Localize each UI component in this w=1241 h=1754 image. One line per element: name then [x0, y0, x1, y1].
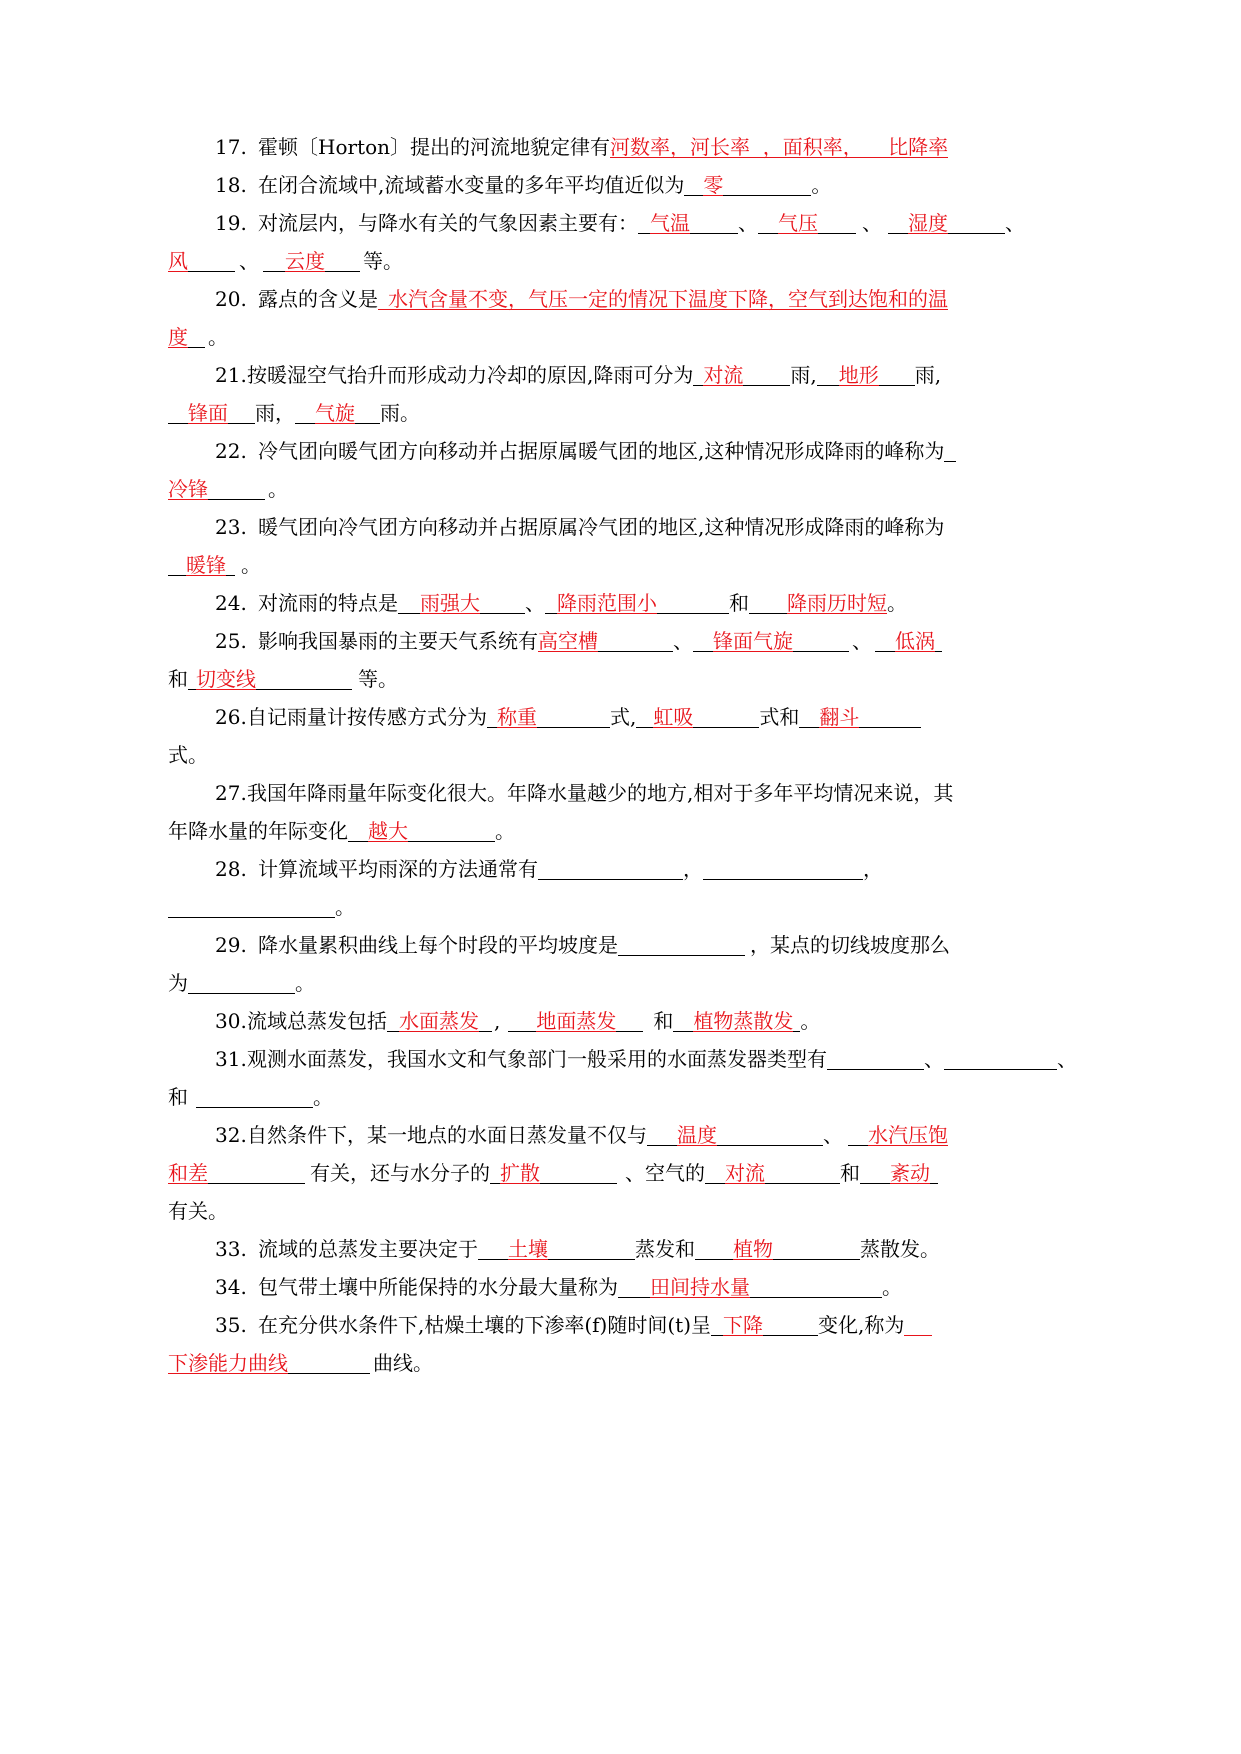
question-text: 、 [1005, 211, 1025, 235]
question-text: 。 [811, 173, 832, 197]
question-number: 29. [215, 933, 247, 957]
question-text: ，某点的切线坡度那么 [750, 933, 950, 957]
answer-text: 下降 [723, 1313, 764, 1337]
question-text: 式和 [759, 705, 800, 729]
question-26 [215, 704, 921, 730]
question-text: 冷气团向暖气团方向移动并占据原属暖气团的地区,这种情况形成降雨的峰称为 [258, 439, 945, 463]
question-text: 和 [653, 1009, 674, 1033]
question-text: 、 [823, 1123, 843, 1147]
answer-blank [168, 1160, 305, 1184]
answer-text: 地形 [838, 363, 879, 387]
question-19-continued [168, 248, 403, 274]
question-text: 有关。 [168, 1199, 228, 1223]
answer-blank [703, 856, 863, 880]
answer-blank [817, 362, 915, 386]
question-30 [215, 1008, 820, 1034]
question-text: 暖气团向冷气团方向移动并占据原属冷气团的地区,这种情况形成降雨的峰称为 [258, 515, 945, 539]
question-text: 等。 [363, 249, 403, 273]
answer-blank [758, 210, 856, 234]
answer-blank [904, 1312, 932, 1336]
answer-text: 雨强大 [420, 591, 480, 615]
question-text: 和 [840, 1161, 860, 1185]
answer-blank [387, 1008, 492, 1032]
question-text: 影响我国暴雨的主要天气系统有 [258, 629, 538, 653]
question-text: 为 [168, 971, 188, 995]
answer-blank [478, 1236, 635, 1260]
answer-blank [693, 362, 790, 386]
question-32 [215, 1122, 948, 1148]
question-text: 自记雨量计按传感方式分为 [247, 705, 487, 729]
question-text: , [494, 1009, 501, 1033]
question-text: 、 [1057, 1047, 1077, 1071]
question-number: 30. [215, 1009, 247, 1033]
question-number: 17. [215, 135, 247, 159]
question-17 [215, 134, 948, 160]
question-text: 计算流域平均雨深的方法通常有 [258, 857, 538, 881]
answer-text: 冷锋 [168, 477, 208, 501]
question-text: 观测水面蒸发，我国水文和气象部门一般采用的水面蒸发器类型有 [247, 1047, 827, 1071]
answer-blank [705, 1160, 840, 1184]
question-text: 。 [268, 477, 288, 501]
question-32-continued [168, 1198, 228, 1224]
question-18 [215, 172, 831, 198]
answer-text: 锋面 [188, 401, 228, 425]
answer-blank [647, 1122, 823, 1146]
answer-blank [875, 628, 942, 652]
question-31-continued [168, 1084, 333, 1110]
question-text: 在充分供水条件下,枯燥土壤的下渗率(f)随时间(t)呈 [258, 1313, 712, 1337]
answer-text: 锋面气旋 [713, 629, 793, 653]
question-number: 35. [215, 1313, 247, 1337]
answer-blank [944, 1046, 1057, 1070]
question-number: 31. [215, 1047, 247, 1071]
answer-blank [168, 324, 205, 348]
question-number: 27. [215, 781, 247, 805]
question-text: 、 [924, 1047, 944, 1071]
answer-blank [295, 400, 380, 424]
answer-text: 虹吸 [653, 705, 694, 729]
question-23 [215, 514, 944, 540]
question-number: 28. [215, 857, 247, 881]
question-number: 34. [215, 1275, 247, 1299]
answer-blank [711, 1312, 818, 1336]
question-19 [215, 210, 1025, 236]
answer-blank [188, 666, 352, 690]
answer-blank [168, 248, 235, 272]
answer-text: 度 [168, 325, 188, 349]
answer-text: 气温 [650, 211, 690, 235]
question-33 [215, 1236, 940, 1262]
question-31 [215, 1046, 1077, 1072]
question-29 [215, 932, 950, 958]
question-22-continued [168, 476, 288, 502]
question-text: 雨, [790, 363, 817, 387]
question-number: 23. [215, 515, 247, 539]
question-text: 和 [729, 591, 749, 615]
answer-text: 湿度 [908, 211, 948, 235]
question-text: 在闭合流域中,流域蓄水变量的多年平均值近似为 [258, 173, 685, 197]
answer-text: 水汽压饱 [868, 1123, 948, 1147]
answer-blank [618, 932, 745, 956]
answer-blank [490, 1160, 617, 1184]
question-text: 。 [882, 1275, 902, 1299]
answer-text: 水汽含量不变，气压一定的情况下温度下降，空气到达饱和的温 [378, 286, 948, 310]
question-text: 雨， [255, 401, 295, 425]
answer-text: 翻斗 [819, 705, 860, 729]
question-text: 和 [168, 667, 188, 691]
question-27 [215, 780, 953, 806]
answer-blank [888, 210, 1005, 234]
question-text: 年降水量的年际变化 [168, 819, 348, 843]
answer-blank [348, 818, 495, 842]
answer-text: 降雨历时短 [787, 591, 887, 615]
question-text: 。 [313, 1085, 333, 1109]
question-number: 19. [215, 211, 247, 235]
question-text: 对流雨的特点是 [258, 591, 398, 615]
answer-blank [618, 1274, 882, 1298]
question-32-continued [168, 1160, 938, 1186]
question-25-continued [168, 666, 398, 692]
question-text: 。 [241, 553, 261, 577]
answer-blank [695, 1236, 860, 1260]
answer-blank [693, 628, 849, 652]
question-27-continued [168, 818, 515, 844]
answer-text: 称重 [497, 705, 537, 729]
answer-blank [188, 970, 295, 994]
answer-blank [545, 590, 729, 614]
answer-text: 气压 [778, 211, 818, 235]
question-text: 、 [862, 211, 882, 235]
answer-blank [827, 1046, 924, 1070]
question-text: 雨。 [380, 401, 420, 425]
answer-blank [799, 704, 921, 728]
question-28 [215, 856, 883, 882]
answer-text: 高空槽 [538, 629, 598, 653]
question-20-continued [168, 324, 228, 350]
answer-text: 水面蒸发 [399, 1009, 479, 1033]
question-20 [215, 286, 948, 312]
question-28-continued [168, 894, 355, 920]
question-text: 式, [610, 705, 637, 729]
question-25 [215, 628, 942, 654]
question-text: 等。 [358, 667, 398, 691]
answer-text: 气旋 [315, 401, 355, 425]
question-number: 25. [215, 629, 247, 653]
answer-text: 地面蒸发 [536, 1009, 617, 1033]
question-35-continued [168, 1350, 433, 1376]
answer-text: 温度 [677, 1123, 717, 1147]
answer-blank [749, 590, 887, 614]
question-23-continued [168, 552, 261, 578]
question-text: 露点的含义是 [258, 287, 378, 311]
question-21 [215, 362, 941, 388]
answer-text: 暖锋 [186, 553, 226, 577]
answer-text: 低涡 [895, 629, 935, 653]
question-text: 、 [738, 211, 758, 235]
answer-blank [944, 438, 956, 462]
answer-text: 和差 [168, 1161, 208, 1185]
answer-text: 河数率，河长率 ，面积率， 比降率 [610, 135, 949, 159]
question-text: 。 [800, 1009, 821, 1033]
question-text: ， [683, 857, 703, 881]
answer-text: 田间持水量 [650, 1275, 750, 1299]
answer-blank [508, 1008, 643, 1032]
question-26-continued [168, 742, 208, 768]
question-text: 降水量累积曲线上每个时段的平均坡度是 [258, 933, 618, 957]
question-35 [215, 1312, 932, 1338]
question-text: 蒸散发。 [860, 1237, 940, 1261]
answer-text: 下渗能力曲线 [168, 1351, 288, 1375]
answer-text: 土壤 [508, 1237, 548, 1261]
answer-blank [860, 1160, 938, 1184]
question-text: 曲线。 [373, 1351, 433, 1375]
question-text: 、空气的 [625, 1161, 705, 1185]
question-text: 我国年降雨量年际变化很大。年降水量越少的地方,相对于多年平均情况来说，其 [247, 781, 954, 805]
question-number: 33. [215, 1237, 247, 1261]
answer-text: 对流 [703, 363, 744, 387]
answer-blank [538, 856, 683, 880]
answer-blank [684, 172, 811, 196]
answer-text: 紊动 [890, 1161, 930, 1185]
answer-text: 降雨范围小 [557, 591, 657, 615]
question-21-continued [168, 400, 420, 426]
question-text: 、 [852, 629, 872, 653]
question-29-continued [168, 970, 315, 996]
answer-text: 零 [703, 173, 724, 197]
question-text: 、 [239, 249, 259, 273]
answer-text: 对流 [725, 1161, 765, 1185]
question-text: 和 [168, 1085, 188, 1109]
answer-blank [398, 590, 525, 614]
answer-blank [848, 1122, 948, 1147]
question-text: 霍顿〔Horton〕提出的河流地貌定律有 [258, 135, 611, 159]
question-text: 。 [295, 971, 315, 995]
question-text: 变化,称为 [818, 1313, 905, 1337]
question-number: 24. [215, 591, 247, 615]
question-text: 流域的总蒸发主要决定于 [258, 1237, 478, 1261]
answer-blank [638, 210, 738, 234]
answer-text: 植物蒸散发 [693, 1009, 794, 1033]
answer-text: 云度 [285, 249, 325, 273]
question-number: 22. [215, 439, 247, 463]
question-text: 雨, [914, 363, 942, 387]
question-number: 26. [215, 705, 247, 729]
answer-text: 风 [168, 249, 188, 273]
question-text: 有关，还与水分子的 [310, 1161, 490, 1185]
question-number: 18. [215, 173, 247, 197]
question-34 [215, 1274, 902, 1300]
answer-blank [168, 1350, 370, 1374]
answer-blank [168, 476, 265, 500]
question-text: 对流层内，与降水有关的气象因素主要有： [258, 211, 638, 235]
question-number: 21. [215, 363, 247, 387]
question-24 [215, 590, 907, 616]
answer-text: 越大 [368, 819, 408, 843]
question-text: 、 [673, 629, 693, 653]
answer-blank [263, 248, 360, 272]
question-text: 自然条件下，某一地点的水面日蒸发量不仅与 [247, 1123, 647, 1147]
question-text: 蒸发和 [635, 1237, 695, 1261]
question-number: 32. [215, 1123, 247, 1147]
answer-text: 植物 [733, 1237, 773, 1261]
answer-blank [538, 628, 673, 652]
question-text: 式。 [168, 743, 208, 767]
question-number: 20. [215, 287, 247, 311]
question-text: 、 [525, 591, 545, 615]
answer-blank [636, 704, 759, 728]
answer-blank [487, 704, 610, 728]
question-text: 。 [208, 325, 228, 349]
answer-blank [168, 894, 335, 918]
answer-blank [168, 552, 235, 576]
question-text: 包气带土壤中所能保持的水分最大量称为 [258, 1275, 618, 1299]
answer-text: 切变线 [196, 667, 256, 691]
question-text: ， [863, 857, 883, 881]
question-22 [215, 438, 956, 464]
answer-blank [196, 1084, 313, 1108]
question-text: 。 [887, 591, 907, 615]
answer-blank [168, 400, 255, 424]
question-text: 按暖湿空气抬升而形成动力冷却的原因,降雨可分为 [247, 363, 694, 387]
answer-text: 扩散 [500, 1161, 540, 1185]
question-text: 流域总蒸发包括 [247, 1009, 387, 1033]
question-text: 。 [335, 895, 355, 919]
question-text: 。 [495, 819, 515, 843]
answer-blank [673, 1008, 800, 1032]
